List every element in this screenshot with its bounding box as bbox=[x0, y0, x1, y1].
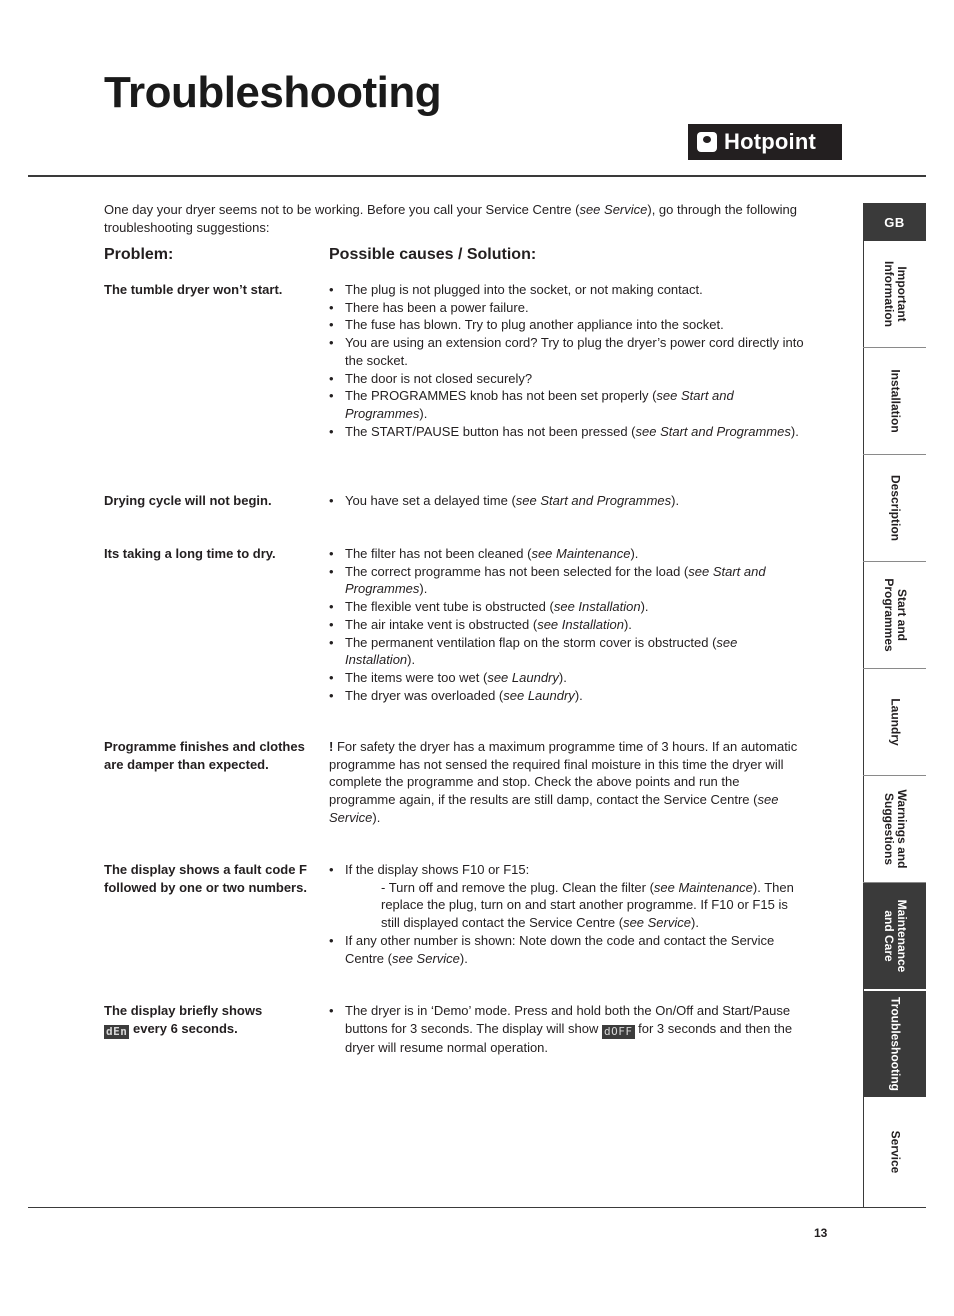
cause-item: • The dryer is in ‘Demo’ mode. Press and hold both the On/Off and Start/Pause buttons for 3 seconds. The display will show dOFF for 3 seconds and then the dryer will resume normal operation. bbox=[329, 1002, 809, 1056]
cause-item: • The START/PAUSE button has not been pressed (see Start and Programmes). bbox=[329, 423, 809, 441]
tab-laundry[interactable]: Laundry bbox=[863, 669, 926, 776]
hotpoint-logo bbox=[688, 124, 842, 160]
cause-item: • The fuse has blown. Try to plug another appliance into the socket. bbox=[329, 316, 809, 334]
cause-item: • If the display shows F10 or F15: bbox=[329, 861, 809, 879]
footer-divider bbox=[28, 1207, 926, 1208]
problem-title: Its taking a long time to dry. bbox=[104, 546, 276, 561]
page-title: Troubleshooting bbox=[104, 68, 442, 117]
cause-item: • The filter has not been cleaned (see Maintenance). bbox=[329, 545, 809, 563]
problem-column-heading: Problem: bbox=[104, 246, 174, 263]
problem-title: The display briefly shows dEn every 6 seconds. bbox=[104, 1003, 263, 1038]
cause-item: • The door is not closed securely? bbox=[329, 370, 809, 388]
intro-ref: see Service bbox=[579, 202, 648, 217]
cause-item: • The permanent ventilation flap on the storm cover is obstructed (see Installation). bbox=[329, 634, 809, 669]
problem-title: The display shows a fault code F followed by one or two numbers. bbox=[104, 862, 307, 895]
cause-item: • If any other number is shown: Note down the code and contact the Service Centre (see Service). bbox=[329, 932, 809, 967]
hotpoint-logo-icon bbox=[697, 132, 717, 152]
intro-text: One day your dryer seems not to be working. Before you call your Service Centre (see Service), go through the following troubleshooting suggestions: bbox=[104, 202, 797, 235]
warning-mark: ! bbox=[329, 739, 334, 754]
cause-item: • The PROGRAMMES knob has not been set properly (see Start and Programmes). bbox=[329, 387, 809, 422]
solution-block bbox=[329, 738, 809, 827]
cause-item: • The flexible vent tube is obstructed (see Installation). bbox=[329, 598, 809, 616]
cause-item: • The items were too wet (see Laundry). bbox=[329, 669, 809, 687]
cause-item: • The dryer was overloaded (see Laundry). bbox=[329, 687, 809, 705]
solution-block bbox=[329, 545, 809, 704]
tab-troubleshooting[interactable]: Troubleshooting bbox=[863, 991, 926, 1097]
problem-title: The tumble dryer won’t start. bbox=[104, 282, 283, 297]
tab-important-information[interactable]: Important Information bbox=[863, 241, 926, 348]
problem-title: Programme finishes and clothes are damper than expected. bbox=[104, 739, 305, 772]
tab-service[interactable]: Service bbox=[888, 1130, 902, 1174]
page-number: 13 bbox=[814, 1226, 828, 1240]
solution-block bbox=[329, 281, 809, 440]
causes-column-heading: Possible causes / Solution: bbox=[329, 246, 537, 263]
solution-block bbox=[329, 861, 809, 967]
language-tab[interactable]: GB bbox=[863, 203, 926, 241]
cause-item: • The correct programme has not been selected for the load (see Start and Programmes). bbox=[329, 563, 809, 598]
problem-title: Drying cycle will not begin. bbox=[104, 493, 272, 508]
tab-warnings-and-suggestions[interactable]: Warnings and Suggestions bbox=[863, 776, 926, 883]
safety-note: ! For safety the dryer has a maximum programme time of 3 hours. If an automatic programme has not sensed the required final moisture in this time the dryer will complete the programme and stop. Check the above points and run the programme again, if the results are still damp, contact the Service Centre (see Service). bbox=[329, 739, 798, 825]
cause-item: • There has been a power failure. bbox=[329, 299, 809, 317]
cause-item: • You have set a delayed time (see Start and Programmes). bbox=[329, 492, 809, 510]
display-dem-icon: dEn bbox=[106, 1025, 128, 1038]
solution-block bbox=[329, 1002, 809, 1056]
tab-maintenance-and-care[interactable]: Maintenance and Care bbox=[863, 883, 926, 989]
header-divider bbox=[28, 175, 926, 177]
tab-installation[interactable]: Installation bbox=[863, 348, 926, 455]
solution-block bbox=[329, 492, 809, 510]
tab-start-and-programmes[interactable]: Start and Programmes bbox=[863, 562, 926, 669]
tab-description[interactable]: Description bbox=[863, 455, 926, 562]
display-off-icon: dOFF bbox=[604, 1024, 633, 1038]
cause-item: • You are using an extension cord? Try to plug the dryer’s power cord directly into the socket. bbox=[329, 334, 809, 369]
brand-name: Hotpoint bbox=[724, 129, 817, 154]
cause-item: • The plug is not plugged into the socket, or not making contact. bbox=[329, 281, 809, 299]
sub-instruction: - Turn off and remove the plug. Clean the filter (see Maintenance). Then replace the plug, turn on and start another programme. If F10 or F15 is still displayed contact the Service Centre (see Service). bbox=[381, 879, 794, 931]
cause-item: • The air intake vent is obstructed (see Installation). bbox=[329, 616, 809, 634]
